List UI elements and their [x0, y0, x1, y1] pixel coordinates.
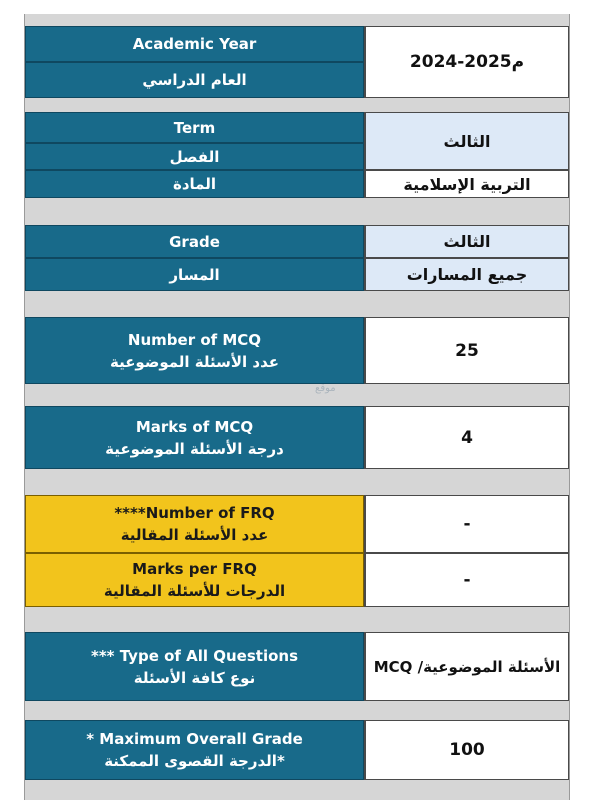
mcq-marks-label — [25, 406, 364, 469]
exam-spec-table — [24, 14, 570, 800]
row-max-grade — [25, 720, 569, 780]
row-question-types — [25, 632, 569, 701]
mcq-marks-value: 4 — [364, 406, 569, 469]
mcq-number-label-ar: عدد الأسئلة الموضوعية — [109, 352, 280, 371]
academic-year-label-en: Academic Year — [25, 26, 364, 62]
academic-year-label-ar: العام الدراسي — [25, 62, 364, 98]
track-label-ar: المسار — [25, 258, 364, 291]
track-value: جميع المسارات — [364, 258, 569, 291]
frq-number-label-en: ****Number of FRQ — [114, 504, 275, 522]
question-types-value: الأسئلة الموضوعية/ MCQ — [364, 632, 569, 701]
row-frq-number — [25, 495, 569, 553]
mcq-marks-label-ar: درجة الأسئلة الموضوعية — [105, 439, 284, 458]
row-mcq-marks — [25, 406, 569, 469]
row-frq-marks — [25, 553, 569, 607]
max-grade-label-en: * Maximum Overall Grade — [86, 730, 303, 748]
term-label-en: Term — [25, 112, 364, 143]
frq-number-label-ar: عدد الأسئلة المقالية — [120, 526, 269, 544]
frq-number-value: - — [364, 495, 569, 553]
frq-marks-label — [25, 553, 364, 607]
max-grade-label — [25, 720, 364, 780]
mcq-number-label-en: Number of MCQ — [127, 330, 262, 349]
question-types-label-ar: نوع كافة الأسئلة — [133, 668, 256, 687]
mcq-number-value: 25 — [364, 317, 569, 384]
row-grade-track — [25, 225, 569, 291]
row-term-subject — [25, 112, 569, 198]
question-types-label-en: *** Type of All Questions — [90, 646, 299, 665]
term-value: الثالث — [364, 112, 569, 170]
grade-label-en: Grade — [25, 225, 364, 258]
subject-value: التربية الإسلامية — [364, 170, 569, 198]
frq-marks-value: - — [364, 553, 569, 607]
row-academic-year — [25, 26, 569, 98]
subject-label-ar: المادة — [25, 170, 364, 198]
term-label-ar: الفصل — [25, 143, 364, 170]
frq-marks-label-en: Marks per FRQ — [132, 560, 257, 578]
question-types-label — [25, 632, 364, 701]
max-grade-label-ar: *الدرجة القصوى الممكنة — [104, 752, 285, 770]
grade-value: الثالث — [364, 225, 569, 258]
frq-marks-label-ar: الدرجات للأسئلة المقالية — [103, 582, 286, 600]
mcq-number-label — [25, 317, 364, 384]
watermark: موقع — [315, 383, 336, 394]
max-grade-value: 100 — [364, 720, 569, 780]
frq-number-label — [25, 495, 364, 553]
mcq-marks-label-en: Marks of MCQ — [135, 417, 254, 436]
row-mcq-number — [25, 317, 569, 384]
academic-year-value: 2024-2025م — [364, 26, 569, 98]
